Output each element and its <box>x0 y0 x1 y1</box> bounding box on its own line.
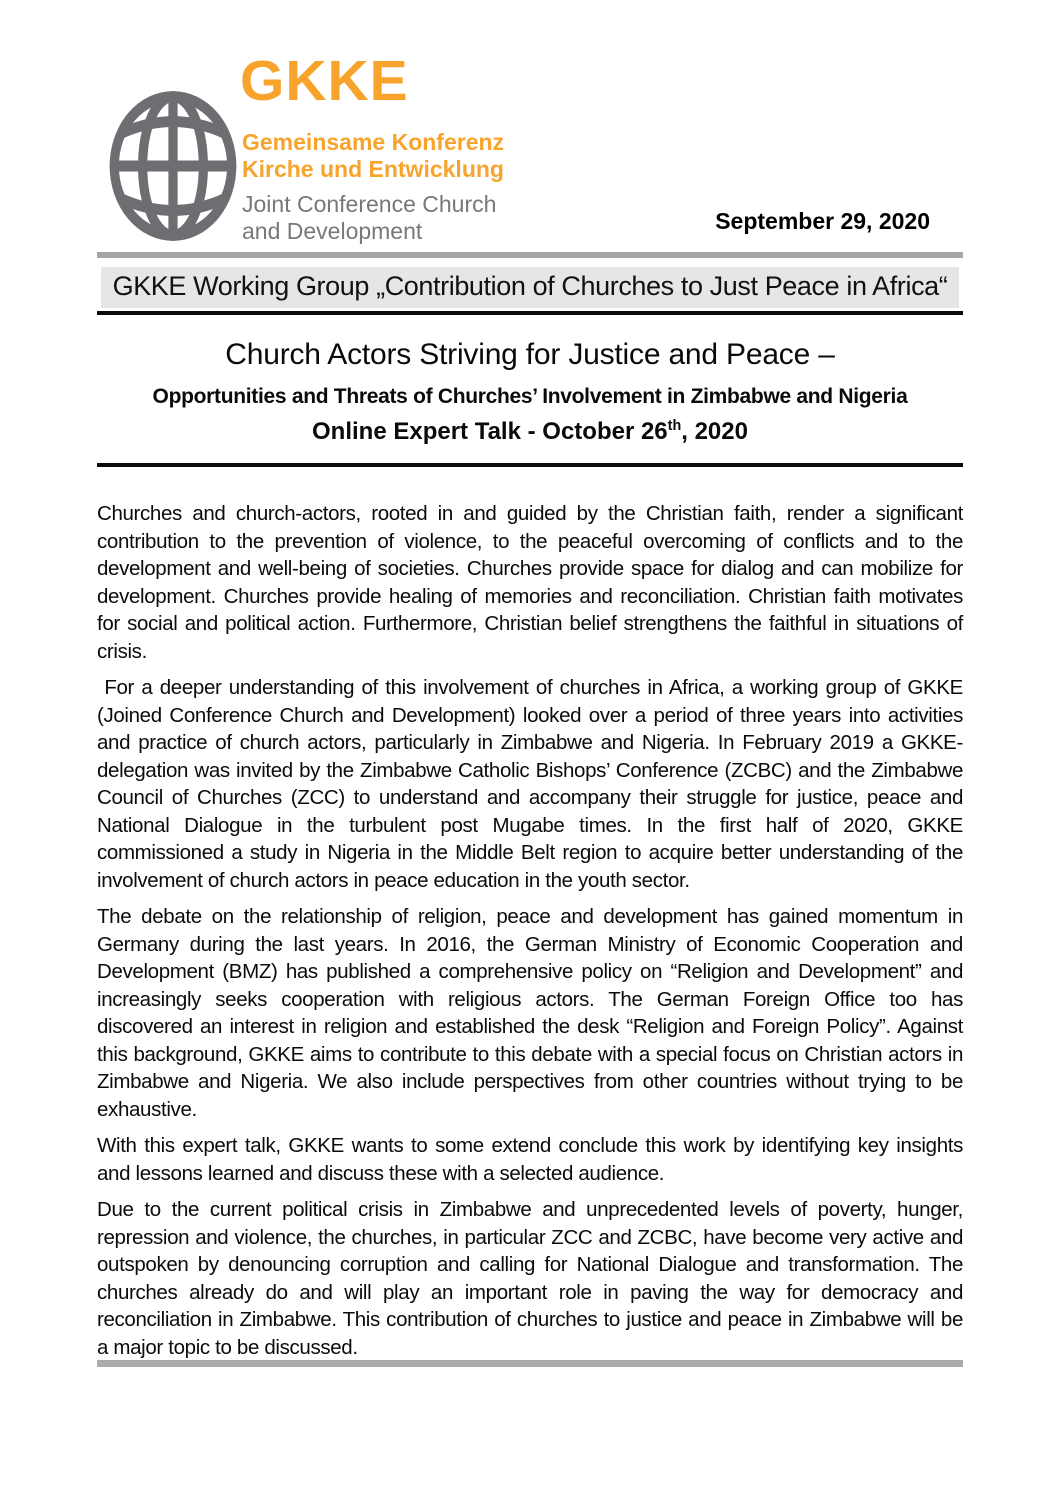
divider-gray-top <box>97 252 963 258</box>
logo-acronym: GKKE <box>240 49 409 113</box>
document-body <box>97 500 969 1370</box>
divider-black-under-title <box>97 463 963 467</box>
logo-subtitle-english-line1: Joint Conference Church <box>242 191 497 217</box>
title-block <box>97 338 963 446</box>
document-date: September 29, 2020 <box>715 208 930 234</box>
event-line <box>97 418 963 446</box>
document-title: Church Actors Striving for Justice and Peace – <box>225 338 835 371</box>
logo-subtitle-english-line2: and Development <box>242 218 423 244</box>
document-subtitle: Opportunities and Threats of Churches’ Involvement in Zimbabwe and Nigeria <box>152 385 908 408</box>
globe-icon <box>107 88 239 244</box>
logo-subtitle-german-line2: Kirche und Entwicklung <box>242 156 504 182</box>
working-group-banner-row <box>97 267 963 308</box>
body-paragraph: With this expert talk, GKKE wants to some extend conclude this work by identifying key insights and lessons learned and discuss these with a selected audience. <box>97 1134 969 1185</box>
body-paragraph: The debate on the relationship of religion, peace and development has gained momentum in Germany during the last years. In 2016, the German Ministry of Economic Cooperation and Development (BMZ) has published a comprehensive policy on “Religion and Development” and increasingly seeks cooperation with religious actors. The German Foreign Office too has discovered an interest in religion and established the desk “Religion and Foreign Policy”. Against this background, GKKE aims to contribute to this debate with a special focus on Christian actors in Zimbabwe and Nigeria. We also include perspectives from other countries without trying to be exhaustive. <box>97 905 969 1121</box>
divider-gray-bottom <box>97 1360 963 1367</box>
working-group-banner: GKKE Working Group „Contribution of Churches to Just Peace in Africa“ <box>101 267 960 308</box>
event-date-ordinal-superscript: th <box>667 418 682 434</box>
event-line-prefix: Online Expert Talk - October 26 <box>312 418 668 445</box>
logo-subtitle-english <box>242 191 496 245</box>
body-paragraph: Churches and church-actors, rooted in and guided by the Christian faith, render a significant contribution to the prevention of violence, to the peaceful overcoming of conflicts and to the development and well-being of societies. Churches provide space for dialog and can mobilize for development. Churches provide healing of memories and reconciliation. Christian faith motivates for social and political action. Furthermore, Christian belief strengthens the faithful in situations of crisis. <box>97 502 969 663</box>
body-paragraph: Due to the current political crisis in Zimbabwe and unprecedented levels of poverty, hunger, repression and violence, the churches, in particular ZCC and ZCBC, have become very active and outspoken by denouncing corruption and calling for National Dialogue and transformation. The churches already do and will play an important role in paving the way for democracy and reconciliation in Zimbabwe. This contribution of churches to justice and peace in Zimbabwe will be a major topic to be discussed. <box>97 1198 969 1359</box>
logo-subtitle-german <box>242 129 504 183</box>
body-paragraph: For a deeper understanding of this involvement of churches in Africa, a working group of GKKE (Joined Conference Church and Development) looked over a period of three years into activities and practice of church actors, particularly in Zimbabwe and Nigeria. In February 2019 a GKKE-delegation was invited by the Zimbabwe Catholic Bishops’ Conference (ZCBC) and the Zimbabwe Council of Churches (ZCC) to understand and accompany their struggle for justice, peace and National Dialogue in the turbulent post Mugabe times. In the first half of 2020, GKKE commissioned a study in Nigeria in the Middle Belt region to acquire better understanding of the involvement of church actors in peace education in the youth sector. <box>97 676 969 892</box>
logo-subtitle-german-line1: Gemeinsame Konferenz <box>242 129 505 155</box>
divider-black-under-banner <box>97 311 963 315</box>
event-line-suffix: , 2020 <box>681 418 748 445</box>
